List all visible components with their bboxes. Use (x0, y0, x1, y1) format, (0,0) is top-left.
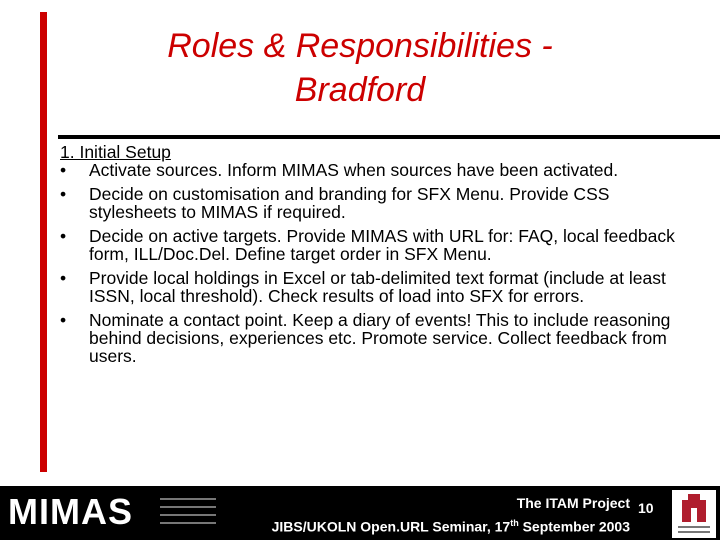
bullet-icon: • (60, 226, 67, 246)
list-item: • Provide local holdings in Excel or tab-delimited text format (include at least ISSN, local threshold). Check results of load into SFX for errors. (60, 268, 666, 306)
title-divider (58, 135, 720, 139)
bullet-icon: • (60, 160, 67, 180)
list-item: • Decide on active targets. Provide MIMAS with URL for: FAQ, local feedback form, ILL/Doc.Del. Define target order in SFX Menu. (60, 226, 675, 264)
bullet-icon: • (60, 184, 67, 204)
title-line-1: Roles & Responsibilities - (167, 27, 553, 65)
seminar-line: JIBS/UKOLN Open.URL Seminar, 17th September 2003 (271, 518, 630, 535)
slide-number: 10 (638, 500, 654, 516)
bullet-icon: • (60, 310, 67, 330)
section-heading: 1. Initial Setup (60, 142, 171, 162)
list-item: • Decide on customisation and branding for SFX Menu. Provide CSS stylesheets to MIMAS if required. (60, 184, 610, 222)
list-item: • Nominate a contact point. Keep a diary of events! This to include reasoning behind decisions, experiences etc. Promote service. Collect feedback from users. (60, 310, 671, 366)
logo-text: MIMAS (8, 491, 133, 532)
bullet-icon: • (60, 268, 67, 288)
logo-tagline-lines (160, 498, 216, 528)
footer-caption (272, 493, 630, 537)
slide-body (60, 143, 680, 371)
slide-title (60, 24, 660, 112)
university-crest-icon (672, 490, 716, 538)
title-line-2: Bradford (294, 71, 426, 109)
list-item: • Activate sources. Inform MIMAS when sources have been activated. (60, 160, 619, 180)
project-name: The ITAM Project (516, 495, 630, 511)
accent-bar (40, 12, 47, 472)
bullet-list (60, 161, 680, 365)
